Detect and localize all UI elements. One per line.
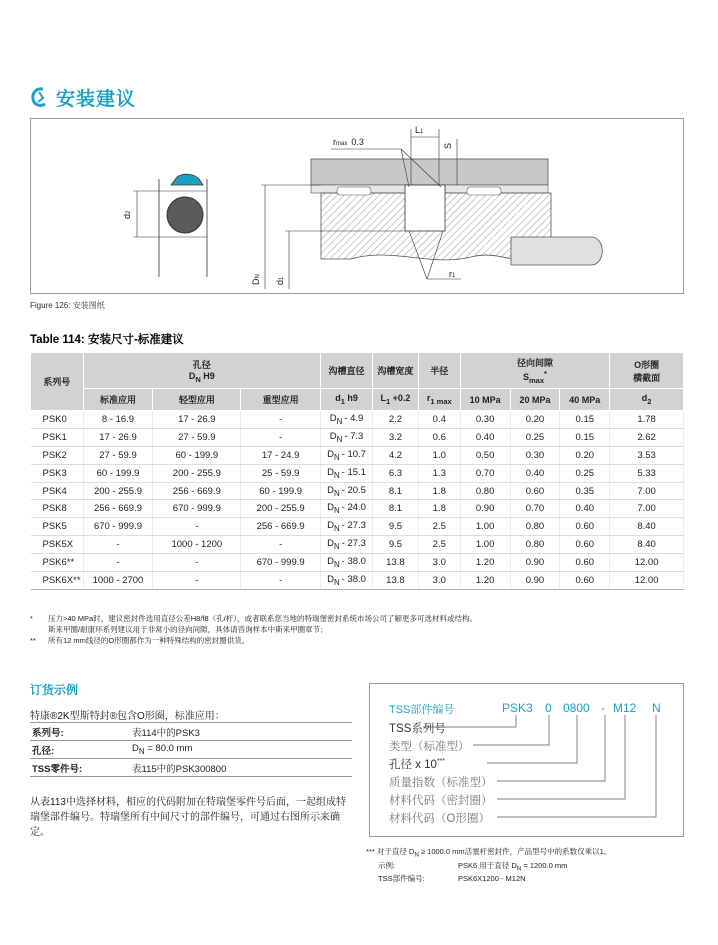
cell-s40: 0.20: [560, 446, 610, 464]
cell-heavy: 60 - 199.9: [241, 482, 321, 500]
cell-std: 17 - 26.9: [83, 428, 153, 446]
cell-series: PSK5X: [31, 536, 84, 554]
table-row: [31, 500, 684, 518]
housing-top: [311, 159, 548, 185]
cell-d2: 7.00: [610, 482, 684, 500]
header-groove-diameter: 沟槽直径: [321, 353, 373, 389]
dn-prefix: D: [327, 520, 334, 532]
dn-prefix-sub: N: [333, 506, 340, 516]
cell-std: 1000 - 2700: [83, 572, 153, 590]
cell-heavy: -: [241, 411, 321, 429]
cell-heavy: -: [241, 536, 321, 554]
dn-prefix: D: [327, 538, 334, 550]
guide-ring-left: [337, 187, 371, 195]
header-20mpa: 20 MPa: [510, 389, 560, 411]
installation-drawing: [30, 118, 684, 294]
cell-d1: [321, 464, 373, 482]
cell-heavy: 25 - 59.9: [241, 464, 321, 482]
cell-L1: 8.1: [373, 482, 419, 500]
ordering-key: 孔径:: [30, 741, 130, 759]
table-row: [31, 572, 684, 590]
dn-prefix-sub: N: [333, 488, 340, 498]
part-line-material-oring: 材料代码（O形圈）: [389, 813, 490, 825]
cell-L1: 4.2: [373, 446, 419, 464]
ordering-title: 订货示例: [30, 683, 79, 697]
installation-dimensions-table: [30, 352, 684, 590]
cell-d1: [321, 482, 373, 500]
cell-s10: 0.40: [460, 428, 510, 446]
cell-d2: 7.00: [610, 500, 684, 518]
cell-light: 200 - 255.9: [153, 464, 241, 482]
cell-d1: [321, 411, 373, 429]
header-bore: 孔径 $D_N$ H9: [83, 353, 321, 389]
dn-prefix-sub: N: [336, 416, 343, 426]
part-code-dash: -: [601, 701, 605, 715]
part-line-quality: 质量指数（标准型）: [389, 777, 493, 789]
dn-prefix-sub: N: [336, 434, 343, 444]
d1-value: - 15.1: [341, 466, 366, 478]
cell-series: PSK1: [31, 428, 84, 446]
cell-s20: 0.90: [510, 572, 560, 590]
cell-s40: 0.60: [560, 572, 610, 590]
header-l1: $L_1 +0.2$: [373, 389, 419, 411]
cell-r1: 1.8: [418, 500, 460, 518]
dn-prefix: D: [327, 556, 334, 568]
cell-d1: [321, 536, 373, 554]
cell-r1: 1.3: [418, 464, 460, 482]
table-title: Table 114: 安装尺寸-标准建议: [30, 334, 184, 346]
rmax-label: rmax 0.3: [333, 137, 364, 147]
cell-series: PSK6**: [31, 554, 84, 572]
cell-L1: 3.2: [373, 428, 419, 446]
part-code-type: 0: [545, 701, 552, 715]
cell-series: PSK2: [31, 446, 84, 464]
cell-d1: [321, 428, 373, 446]
cell-d1: [321, 500, 373, 518]
cell-light: -: [153, 518, 241, 536]
cell-L1: 2.2: [373, 411, 419, 429]
cell-light: -: [153, 572, 241, 590]
table-row: [31, 482, 684, 500]
cell-L1: 13.8: [373, 572, 419, 590]
table-row: [31, 554, 684, 572]
cell-L1: 6.3: [373, 464, 419, 482]
o-ring-shape: [167, 197, 203, 233]
d1-value: - 4.9: [344, 413, 364, 424]
d1-value: - 38.0: [341, 574, 366, 586]
ordering-table: [30, 722, 352, 777]
installation-drawing-svg: [31, 119, 683, 293]
cell-r1: 0.4: [418, 411, 460, 429]
cell-light: 256 - 669.9: [153, 482, 241, 500]
part-line-series: TSS系列号: [389, 723, 446, 735]
cell-std: 256 - 669.9: [83, 500, 153, 518]
connector-line: [497, 715, 656, 817]
part-line-bore: 孔径 x 10***: [389, 758, 446, 771]
table-row: [31, 428, 684, 446]
cell-s20: 0.70: [510, 500, 560, 518]
cell-light: 1000 - 1200: [153, 536, 241, 554]
cell-light: 60 - 199.9: [153, 446, 241, 464]
d1-value: - 10.7: [341, 448, 366, 460]
table-row: [30, 723, 352, 741]
ordering-key: 系列号:: [30, 723, 130, 741]
cell-heavy: 670 - 999.9: [241, 554, 321, 572]
cell-series: PSK3: [31, 464, 84, 482]
cell-L1: 8.1: [373, 500, 419, 518]
ordering-value: $D_N = 80.0$ mm: [130, 741, 352, 759]
cell-s10: 0.30: [460, 411, 510, 429]
cell-s20: 0.30: [510, 446, 560, 464]
cell-heavy: 17 - 24.9: [241, 446, 321, 464]
table-row: [31, 411, 684, 429]
cell-heavy: 256 - 669.9: [241, 518, 321, 536]
header-series: 系列号: [31, 353, 84, 411]
connector-line: [497, 715, 605, 781]
table-row: [31, 446, 684, 464]
cell-r1: 2.5: [418, 536, 460, 554]
table-row: [30, 759, 352, 777]
cell-std: -: [83, 536, 153, 554]
cell-s40: 0.60: [560, 536, 610, 554]
cell-s20: 0.80: [510, 518, 560, 536]
table-row: [31, 518, 684, 536]
ordering-description: 特康®2K型斯特封®包含O形圈，标准应用：: [30, 711, 225, 722]
cell-s20: 0.60: [510, 482, 560, 500]
dn-prefix-sub: N: [333, 577, 340, 587]
cell-series: PSK0: [31, 411, 84, 429]
d2-label: d2: [122, 210, 132, 219]
cell-heavy: 200 - 255.9: [241, 500, 321, 518]
cell-series: PSK4: [31, 482, 84, 500]
cell-d2: 12.00: [610, 572, 684, 590]
cell-r1: 2.5: [418, 518, 460, 536]
header-r1: $r_{1 max}$: [418, 389, 460, 411]
note-part-number: TSS部件编号: PSK6X1200 - M12N: [378, 874, 526, 883]
cell-std: 8 - 16.9: [83, 411, 153, 429]
cell-s10: 1.00: [460, 536, 510, 554]
header-radial-gap: 径向间隙 $S_{max}^*$: [460, 353, 609, 389]
footnote-1: * 压力>40 MPa时，建议密封件选用直径公差H8/f8（孔/杆），或者联系您当地的特瑞堡密封系统市场公司了解更多可选材料或结构。: [30, 614, 477, 623]
cell-light: 670 - 999.9: [153, 500, 241, 518]
header-groove-width: 沟槽宽度: [373, 353, 419, 389]
part-code-bore: 0800: [563, 701, 590, 715]
note-line: *** 对于直径 $D_N \ge 1000.0$ mm活塞杆密封件，产品型号中的系数仅乘以1。: [366, 847, 612, 859]
housing-section: [251, 125, 602, 289]
section-title: 安装建议: [56, 87, 137, 110]
header-radius: 半径: [418, 353, 460, 389]
cell-series: PSK8: [31, 500, 84, 518]
groove-shape: [405, 185, 445, 231]
dn-prefix: D: [327, 502, 334, 514]
cell-s20: 0.25: [510, 428, 560, 446]
dn-prefix: D: [329, 413, 337, 424]
cell-light: 27 - 59.9: [153, 428, 241, 446]
cell-s40: 0.15: [560, 428, 610, 446]
section-heading: [30, 84, 136, 110]
table-row: [31, 536, 684, 554]
ordering-value: 表114中的PSK3: [130, 723, 352, 741]
cell-s40: 0.60: [560, 518, 610, 536]
brand-logo-icon: [30, 86, 48, 108]
cell-s40: 0.40: [560, 500, 610, 518]
dn-prefix-sub: N: [333, 470, 340, 480]
cell-heavy: -: [241, 428, 321, 446]
cell-std: 60 - 199.9: [83, 464, 153, 482]
cell-s10: 1.00: [460, 518, 510, 536]
cell-s10: 1.20: [460, 572, 510, 590]
cell-d2: 1.78: [610, 411, 684, 429]
d1-value: - 38.0: [341, 556, 366, 568]
connector-line: [497, 715, 625, 799]
dn-prefix: D: [327, 574, 334, 586]
header-d1: $d_1$ h9: [321, 389, 373, 411]
d1-value: - 20.5: [341, 484, 366, 496]
part-line-type: 类型（标准型）: [389, 741, 470, 753]
cell-L1: 9.5: [373, 518, 419, 536]
cell-d2: 5.33: [610, 464, 684, 482]
d1-label: d1: [275, 276, 285, 285]
header-oring: O形圈 横截面: [610, 353, 684, 389]
cell-s20: 0.20: [510, 411, 560, 429]
cell-std: 200 - 255.9: [83, 482, 153, 500]
dn-prefix-sub: N: [333, 542, 340, 552]
table-row: [30, 741, 352, 759]
cell-s40: 0.60: [560, 554, 610, 572]
dn-prefix-sub: N: [333, 452, 340, 462]
cell-d2: 8.40: [610, 536, 684, 554]
cell-d1: [321, 446, 373, 464]
cell-L1: 9.5: [373, 536, 419, 554]
header-40mpa: 40 MPa: [560, 389, 610, 411]
cell-d1: [321, 554, 373, 572]
cell-s10: 0.90: [460, 500, 510, 518]
cell-s10: 1.20: [460, 554, 510, 572]
cell-s40: 0.25: [560, 464, 610, 482]
part-code-material-oring: N: [652, 701, 661, 715]
guide-ring-right: [467, 187, 501, 195]
cell-r1: 1.8: [418, 482, 460, 500]
footnote-2: 斯来甲圈/耐康环系列建议用于非常小的径向间隙，具体请咨询样本中斯来甲圈章节；: [48, 625, 328, 634]
dn-prefix: D: [327, 484, 334, 496]
dn-prefix-sub: N: [333, 524, 340, 534]
ordering-value: 表115中的PSK300800: [130, 759, 352, 777]
cell-series: PSK5: [31, 518, 84, 536]
cell-s20: 0.90: [510, 554, 560, 572]
d1-value: - 7.3: [344, 430, 364, 442]
dn-prefix: D: [327, 448, 334, 460]
seal-cross-section: [122, 174, 207, 277]
cell-s40: 0.15: [560, 411, 610, 429]
cell-heavy: -: [241, 572, 321, 590]
cell-s10: 0.70: [460, 464, 510, 482]
cell-d2: 3.53: [610, 446, 684, 464]
cell-std: 670 - 999.9: [83, 518, 153, 536]
slipper-ring-shape: [171, 174, 203, 185]
cell-series: PSK6X**: [31, 572, 84, 590]
ordering-key: TSS零件号:: [30, 759, 130, 777]
d1-value: - 27.3: [341, 520, 366, 532]
cell-s40: 0.35: [560, 482, 610, 500]
cell-d1: [321, 572, 373, 590]
cell-s10: 0.50: [460, 446, 510, 464]
d1-value: - 24.0: [341, 502, 366, 514]
cell-light: -: [153, 554, 241, 572]
d1-value: - 27.3: [341, 538, 366, 550]
cell-std: -: [83, 554, 153, 572]
cell-std: 27 - 59.9: [83, 446, 153, 464]
s-label: S: [443, 142, 453, 149]
part-number-label: TSS部件编号: [389, 704, 455, 716]
footnote-3: ** 所有12 mm线径的O形圈都作为一种特殊结构的密封圈供货。: [30, 636, 250, 645]
cell-d2: 8.40: [610, 518, 684, 536]
l1-label: L1: [415, 125, 424, 135]
cell-d2: 2.62: [610, 428, 684, 446]
dn-prefix-sub: N: [333, 560, 340, 570]
cell-r1: 1.0: [418, 446, 460, 464]
header-d2: $d_2$: [610, 389, 684, 411]
part-code-material-seal: M12: [613, 701, 637, 715]
note-example: 示例: PSK6 用于直径 $D_N = 1200.0$ mm: [378, 860, 568, 872]
figure-caption: Figure 126: 安装图纸: [30, 301, 105, 310]
cell-s10: 0.80: [460, 482, 510, 500]
connector-line: [487, 715, 577, 763]
r1-label: r1: [449, 269, 456, 279]
cell-r1: 0.6: [418, 428, 460, 446]
part-line-material-seal: 材料代码（密封圈）: [389, 795, 493, 807]
part-number-note: [366, 847, 611, 884]
dn-label: DN: [251, 274, 261, 285]
cell-r1: 3.0: [418, 572, 460, 590]
ordering-paragraph: 从表113中选择材料，相应的代码附加在特瑞堡零件号后面，一起组成特瑞堡部件编号。特瑞堡所有中间尺寸的部件编号，可通过右图所示来确定。: [30, 797, 346, 838]
part-code-series: PSK3: [502, 701, 533, 715]
cell-s20: 0.40: [510, 464, 560, 482]
header-standard: 标准应用: [83, 389, 153, 411]
cell-d2: 12.00: [610, 554, 684, 572]
table-row: [31, 464, 684, 482]
cell-d1: [321, 518, 373, 536]
cell-L1: 13.8: [373, 554, 419, 572]
cell-r1: 3.0: [418, 554, 460, 572]
header-heavy: 重型应用: [241, 389, 321, 411]
cell-light: 17 - 26.9: [153, 411, 241, 429]
dn-prefix: D: [327, 466, 334, 478]
cell-s20: 0.80: [510, 536, 560, 554]
header-light: 轻型应用: [153, 389, 241, 411]
rod-end: [511, 237, 602, 265]
connector-line: [473, 715, 549, 745]
header-10mpa: 10 MPa: [460, 389, 510, 411]
dn-prefix: D: [329, 430, 337, 442]
